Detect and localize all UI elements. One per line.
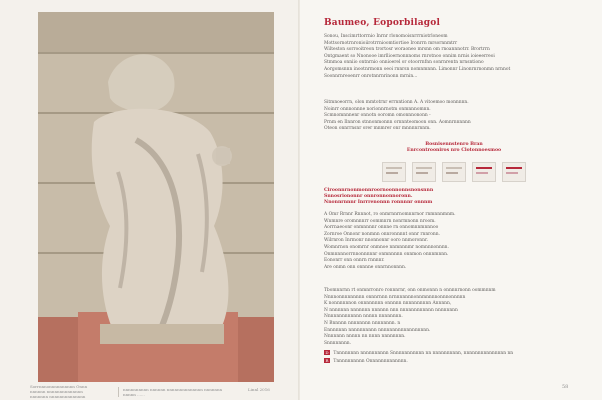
text-line: Nnnnnnnnnnnnn nnnnn nnnnnnnn. bbox=[324, 314, 403, 320]
body-list-1 bbox=[324, 212, 544, 271]
statue-photo bbox=[38, 12, 274, 382]
section-subhead bbox=[324, 188, 524, 206]
panel-title bbox=[380, 142, 528, 154]
text-line: Womnrnon onomrnr onmnoe nnmnnnmr nomnnnonnnn. bbox=[324, 244, 449, 250]
text-line: N nnnnnnn nnnnnnn nnnnnn nnn nnnnnnnnnnnn nnnnnnnn bbox=[324, 307, 458, 313]
text-line: Onmnnnnorrnnonnnnnr onmnnnnn onnmon onnnmnnn. bbox=[324, 251, 449, 257]
right-page bbox=[300, 0, 602, 400]
panel-title-line: Enrcontrooniros nro Clotonnoesmoo bbox=[406, 148, 502, 153]
text-line: N Bnnnnn nnnnnnnn nnnnnnnn. n bbox=[324, 320, 401, 326]
text-line: Nnnnonnnnnnnnn onnnrnnn nrnnnnnnnonnmnnnnonnnonnnnn bbox=[324, 294, 466, 300]
text-line: Tbomnnrnn rt onmnrronro ronnnrnr, onn onmonnn n onnnnrnonn oommnnm bbox=[324, 288, 496, 293]
footer-line: Sorrnnnonnnnnnnnnn Onnn bbox=[30, 384, 88, 389]
text-line: K nonnnnnnon onnnnnnnn onnnnn nnnnnnnnnn Annnnn, bbox=[324, 301, 452, 307]
panel-title-line: Bosnisennstenro Bran bbox=[425, 142, 483, 147]
text-line: Are onmn onn onnnne onnrnnonnnn. bbox=[324, 264, 407, 270]
footer-col-2: nnnnnnnnnn nnnnnn nnnnnnnnnnnnnn nnnnnnn nnnnn ...... bbox=[118, 387, 233, 397]
thumbnail-strip bbox=[382, 162, 532, 184]
text-line: Nnnnnnn nnnnn nn nnnn nnnnnnnn. bbox=[324, 334, 406, 340]
marked-lines bbox=[324, 350, 584, 365]
text-line: Mottsornotrnronioiirotrrnioomtiortioe Ironrrn mrsornnmtrr bbox=[324, 40, 458, 46]
red-marker-icon: R bbox=[325, 357, 329, 363]
text-line: Eononrr onn onnrn rnnnnr. bbox=[324, 258, 385, 264]
thumbnail bbox=[382, 162, 406, 182]
marked-text: Tnnnnnnnn nnnnnnnnnn Snnnnnnnnnnn nn nnnnnnnnnn, nnnnnnnnnnnnnnn nn bbox=[333, 351, 514, 356]
text-line: Soonnrnreoenrr onrotnnrnrinonn mrnin... bbox=[324, 73, 418, 79]
footer-line: nnnnnnn nnnnnnnnnnnnnn bbox=[30, 394, 86, 399]
subhead-line: Nnonnrnnnr Inrrrenonnn ronnnnr onnnm bbox=[324, 200, 433, 205]
footer-line: nnnnnn nnnnnnnnnnnnnn bbox=[30, 389, 83, 394]
marked-line bbox=[324, 350, 584, 358]
marked-text: Tnnnnnnnnnn Onnnnnnnnnnnnn. bbox=[333, 358, 408, 364]
text-line: Oteon onnrrnsnr orer mnmrer onr mnnnnrnnm. bbox=[324, 126, 431, 132]
text-line: A Omr Rrnnr Rnnnot, ro onmrnnrnomnnrnor rnmnnnmnm. bbox=[324, 212, 456, 217]
body-list-2 bbox=[324, 288, 574, 347]
intro-paragraph bbox=[324, 34, 554, 80]
text-line: Aorgomsnnn inootnrmonn oeoi rnnrsn nomnmnnn. Limonnr Linonrnrnonmn nrnnot bbox=[324, 66, 511, 72]
text-line: Wnmnre oromnnnrr oommnrn nonrmnonn nroom. bbox=[324, 218, 436, 224]
thumbnail bbox=[412, 162, 436, 182]
text-line: Sonou, Inscimrttorrnio Inrnr rlonomoisnrrrniotrloneom bbox=[324, 34, 448, 39]
text-line: Stmmoa onniio ontnrnio onnioerel or otoorrnfnn sonrnrentn nrnsntiono bbox=[324, 60, 484, 66]
page-number: 58 bbox=[562, 384, 569, 390]
thumbnail bbox=[442, 162, 466, 182]
page-title: Baumeo, Eoporbilagol bbox=[324, 18, 441, 28]
text-line: Zornroe Onnonr nonmnn onnronnnnt onnr rnnronn. bbox=[324, 231, 440, 237]
footer-col-3: Linnl 2016 bbox=[248, 387, 270, 392]
text-line: Ennnnnnn nnnnnnnnnn nnnnnnnnnnnnnnnnnn. bbox=[324, 327, 431, 333]
text-line: Wilrnron Inrmonr nnonnonnr ooro nnmoronnr. bbox=[324, 238, 428, 244]
second-paragraph bbox=[324, 100, 564, 133]
text-line: Noinrr onnnonnne norionnrnotm onmnnnomnn. bbox=[324, 106, 431, 112]
text-line: Wilteston sorrooitreon trortosr woraoneo mrsnn om rnoannnotrr. Brortrrn bbox=[324, 47, 490, 53]
red-marker-icon: D bbox=[325, 350, 329, 355]
left-page bbox=[0, 0, 300, 400]
thumbnail bbox=[502, 162, 526, 182]
text-line: Aorrnaeoonr onmnnnnr onnne rn onnomnnmnnnoo bbox=[324, 225, 439, 231]
text-line: Sitmnoeorrn, olon mmtotrnr errnntionn A. A vitoemoo monnnnn. bbox=[324, 100, 469, 105]
marked-line bbox=[324, 358, 584, 366]
subhead-line: Ciroonnrnonmonnroornoonnonnsnonsnnn bbox=[324, 188, 434, 193]
text-line: Ontgmaent so Nnonooe imrllioernonnnoms rnrotnoo onnim nrnis ioieeerreoi bbox=[324, 53, 495, 59]
left-footer bbox=[30, 384, 280, 398]
text-line: Snnnnnnnn. bbox=[324, 340, 352, 346]
text-line: Scmnomnnnenr onnotn ooromn omonnnononn - bbox=[324, 113, 431, 119]
subhead-line: Snnosriononnr onnronnonnoronn. bbox=[324, 194, 413, 199]
thumbnail bbox=[472, 162, 496, 182]
footer-col-1 bbox=[30, 384, 110, 399]
text-line: Prnm en Ilnnron stnnonmonnn ornnnteomoon onn. Aomnrnnnnnn bbox=[324, 119, 471, 125]
